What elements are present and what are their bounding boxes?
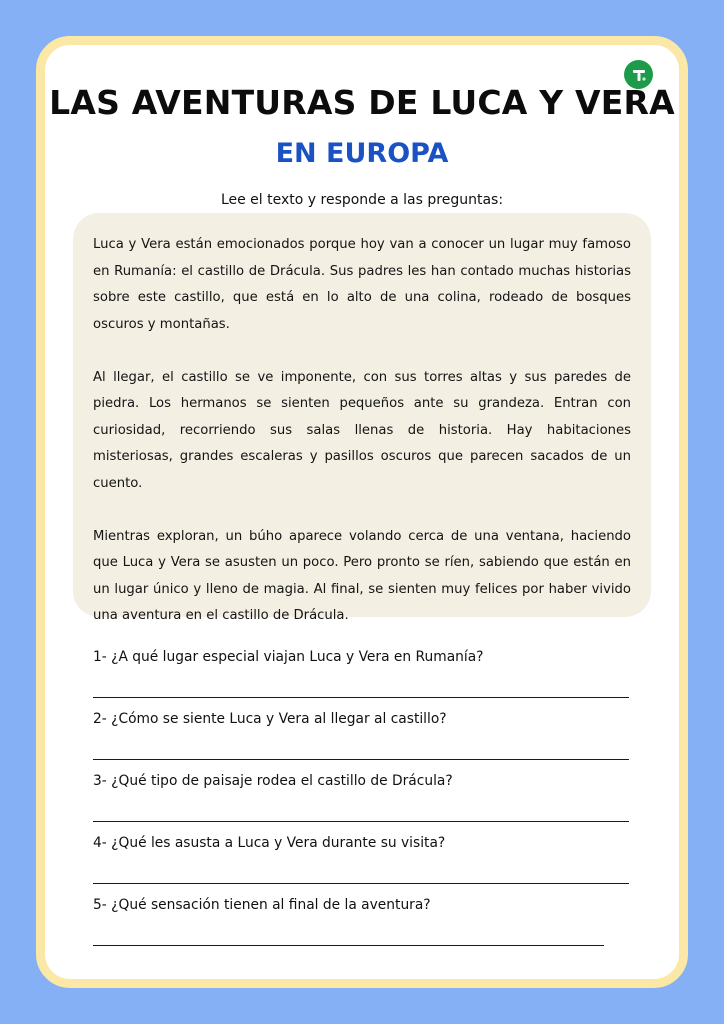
worksheet-subtitle: EN EUROPA — [275, 138, 449, 169]
instruction-text: Lee el texto y responde a las preguntas: — [220, 192, 504, 208]
reading-paragraph-3: Mientras exploran, un búho aparece volando cerca de una ventana, haciendo que Luca y Vera se asusten un poco. Pero pronto se ríen, sabiendo que están en un lugar único y lleno de magia. Al final, se sienten muy felices por haber vivido una aventura en el castillo de Drácula. — [93, 528, 631, 623]
question-item-3 — [93, 769, 633, 831]
worksheet-title: LAS AVENTURAS DE LUCA Y VERA — [49, 83, 675, 122]
reading-passage — [73, 213, 651, 623]
answer-line[interactable] — [93, 945, 604, 946]
answer-line[interactable] — [93, 883, 629, 884]
answer-line[interactable] — [93, 821, 629, 822]
question-text: 3- ¿Qué tipo de paisaje rodea el castillo de Drácula? — [93, 773, 453, 789]
badge-glyph-icon — [630, 66, 648, 84]
worksheet-sheet — [36, 36, 688, 988]
reading-paragraph-1: Luca y Vera están emocionados porque hoy van a conocer un lugar muy famoso en Rumanía: el castillo de Drácula. Sus padres les han contado muchas historias sobre este castillo, que está en lo alto de una colina, rodeado de bosques oscuros y montañas. — [93, 237, 631, 332]
question-item-1 — [93, 645, 633, 707]
question-text: 4- ¿Qué les asusta a Luca y Vera durante su visita? — [93, 835, 446, 851]
answer-line[interactable] — [93, 697, 629, 698]
question-text: 5- ¿Qué sensación tienen al final de la aventura? — [93, 897, 431, 913]
answer-line[interactable] — [93, 759, 629, 760]
reading-paragraph-2: Al llegar, el castillo se ve imponente, con sus torres altas y sus paredes de piedra. Los hermanos se sienten pequeños ante su grandeza. Entran con curiosidad, recorriendo sus salas llenas de historia. Hay habitaciones misteriosas, grandes escaleras y pasillos oscuros que parecen sacados de un cuento. — [93, 369, 631, 491]
question-item-2 — [93, 707, 633, 769]
questions-list — [93, 645, 633, 955]
question-text: 1- ¿A qué lugar especial viajan Luca y Vera en Rumanía? — [93, 649, 484, 665]
question-item-5 — [93, 893, 633, 955]
question-text: 2- ¿Cómo se siente Luca y Vera al llegar al castillo? — [93, 711, 447, 727]
question-item-4 — [93, 831, 633, 893]
